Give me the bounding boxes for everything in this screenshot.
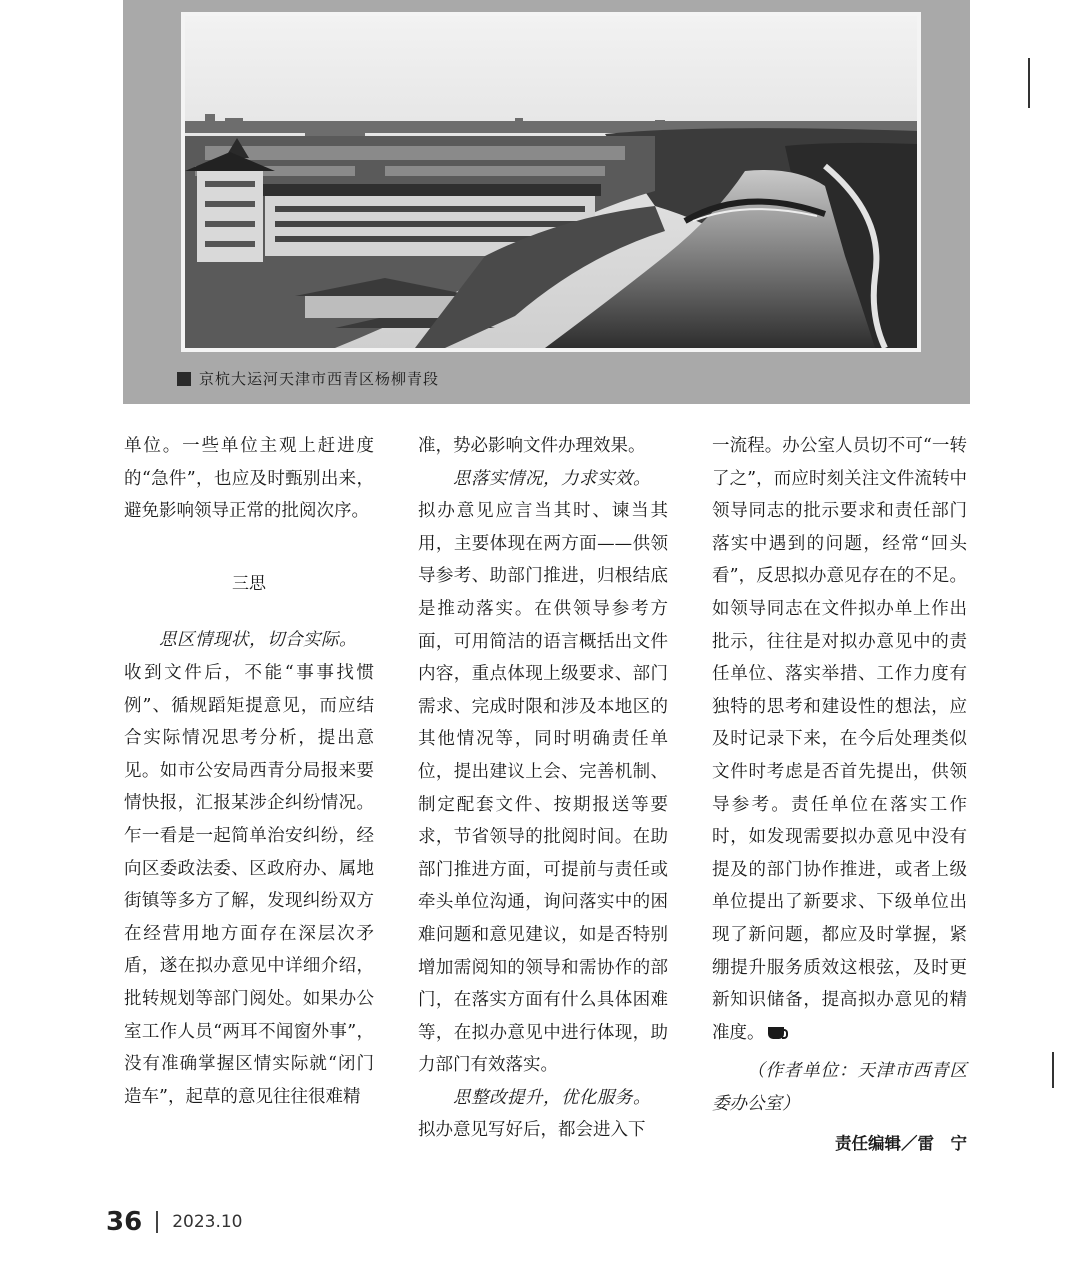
paragraph-lead: 思区情现状，切合实际。 xyxy=(159,630,357,651)
page-edge-mark xyxy=(1028,58,1030,108)
paragraph: 收到文件后，不能“事事找惯例”、循规蹈矩提意见，而应结合实际情况思考分析，提出意见。如市公安局西青分局报来要情快报，汇报某涉企纠纷情况。乍一看是一起简单治安纠纷，经向区委政法委、区政府办、属地街镇等多方了解，发现纠纷双方在经营用地方面存在深层次矛盾，遂在拟办意见中详细介绍，批转规划等部门阅处。如果办公室工作人员“两耳不闻窗外事”，没有准确掌握区情实际就“闭门造车”，起草的意见往往很难精 xyxy=(124,662,374,1107)
paragraph-text: 一流程。办公室人员切不可“一转了之”，而应时刻关注文件流转中领导同志的批示要求和责任部门落实中遇到的问题，经常“回头看”，反思拟办意见存在的不足。如领导同志在文件拟办单上作出批示，往往是对拟办意见中的责任单位、落实举措、工作力度有独特的思考和建设性的想法，应及时记录下来，在今后处理类似文件时考虑是否首先提出，供领导参考。责任单位在落实工作时，如发现需要拟办意见中没有提及的部门协作推进，或者上级单位提出了新要求、下级单位出现了新问题，都应及时掌握，紧绷提升服务质效这根弦，及时更新知识储备，提高拟办意见的精准度。 xyxy=(712,436,967,1043)
paragraph-lead: 思落实情况，力求实效。 xyxy=(453,468,651,489)
article-column-1 xyxy=(124,430,374,1113)
article-column-3 xyxy=(712,430,967,1161)
paragraph xyxy=(712,430,967,1049)
paragraph-lead: 思整改提升，优化服务。 xyxy=(453,1087,651,1108)
photo-caption xyxy=(177,368,439,389)
author-affiliation: （作者单位：天津市西青区委办公室） xyxy=(712,1061,967,1114)
paragraph: 准，势必影响文件办理效果。 xyxy=(418,436,646,456)
page-edge-mark xyxy=(1052,1052,1054,1088)
paragraph: 拟办意见写好后，都会进入下 xyxy=(418,1120,646,1141)
photo-caption-text: 京杭大运河天津市西青区杨柳青段 xyxy=(199,370,440,388)
paragraph: 拟办意见应言当其时、谏当其用，主要体现在两方面——供领导参考、助部门推进，归根结底是推动落实。在供领导参考方面，可用简洁的语言概括出文件内容，重点体现上级要求、部门需求、完成时限和涉及本地区的其他情况等，同时明确责任单位，提出建议上会、完善机制、制定配套文件、按期报送等要求，节省领导的批阅时间。在助部门推进方面，可提前与责任或牵头单位沟通，询问落实中的困难问题和意见建议，如是否特别增加需阅知的领导和需协作的部门，在落实方面有什么具体困难等，在拟办意见中进行体现，助力部门有效落实。 xyxy=(418,501,668,1076)
footer-divider xyxy=(156,1211,158,1233)
canal-photo-image xyxy=(185,16,917,348)
issue-date: 2023.10 xyxy=(172,1212,243,1232)
paragraph: 单位。一些单位主观上赶进度的“急件”，也应及时甄别出来，避免影响领导正常的批阅次序。 xyxy=(124,436,374,522)
page-footer xyxy=(106,1204,243,1240)
page-number: 36 xyxy=(106,1207,143,1237)
teacup-icon xyxy=(768,1027,784,1039)
caption-square-icon xyxy=(177,372,191,386)
canal-photo xyxy=(181,12,921,352)
responsible-editor: 责任编辑／雷 宁 xyxy=(835,1134,967,1154)
article-column-2 xyxy=(418,430,668,1147)
section-heading: 三思 xyxy=(232,573,266,594)
photo-panel xyxy=(123,0,970,404)
